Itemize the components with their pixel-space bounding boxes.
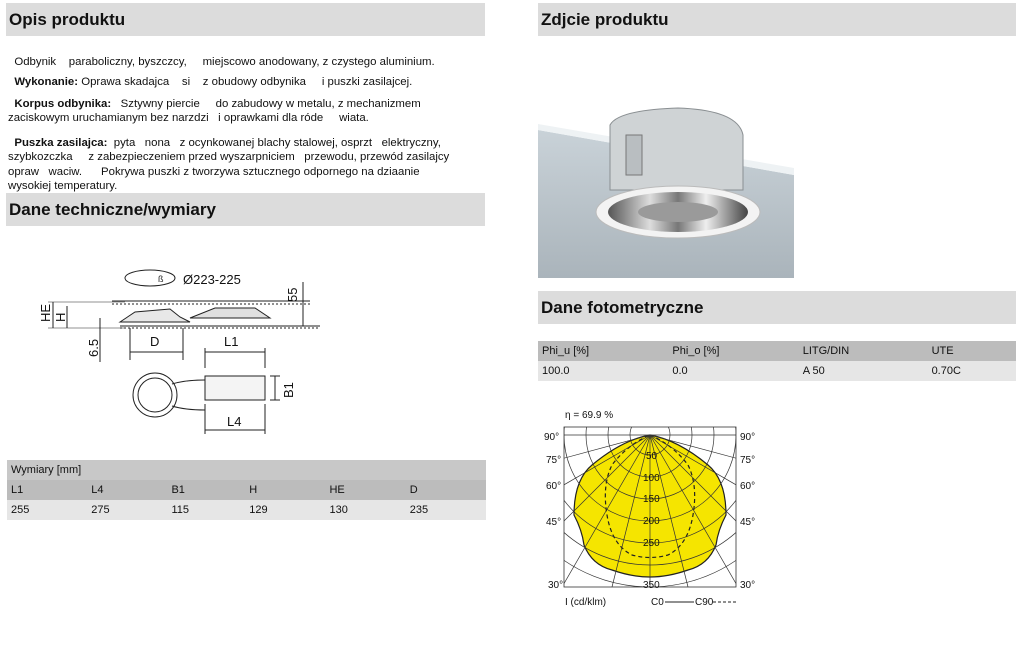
wymiary-header: D xyxy=(406,480,486,500)
section-header-opis xyxy=(6,3,485,36)
eta-label: η = 69.9 % xyxy=(565,410,614,421)
foto-header: UTE xyxy=(928,341,1016,361)
angle-90-right: 90° xyxy=(740,432,756,443)
ring-label: 350 xyxy=(643,580,660,591)
ring-plan-inner xyxy=(138,378,172,412)
foto-value: A 50 xyxy=(799,361,928,381)
dim-diameter: Ø223-225 xyxy=(183,272,241,287)
foto-value: 100.0 xyxy=(538,361,668,381)
dim-d: D xyxy=(150,334,160,349)
technical-drawing xyxy=(20,262,340,442)
foto-table xyxy=(538,341,1016,381)
section-title-dane-tech: Dane techniczne/wymiary xyxy=(9,200,216,219)
legend-c90: C90 xyxy=(695,597,714,608)
foto-header: Phi_o [%] xyxy=(668,341,798,361)
dim-he: HE xyxy=(38,303,53,322)
wymiary-header: H xyxy=(245,480,325,500)
ring-label: 250 xyxy=(643,538,660,549)
section-title-opis: Opis produktu xyxy=(9,10,126,29)
angle-45-right: 45° xyxy=(740,517,756,528)
angle-45-left: 45° xyxy=(546,517,562,528)
section-title-dane-foto: Dane fotometryczne xyxy=(541,298,704,317)
angle-60-left: 60° xyxy=(546,481,562,492)
wymiary-table xyxy=(7,460,486,520)
dim-l4: L4 xyxy=(227,414,242,429)
wymiary-title: Wymiary [mm] xyxy=(7,460,486,480)
wykonanie-text: Oprawa skadajca si z obudowy odbynika i puszki zasilajcej. xyxy=(78,75,413,88)
section-header-dane-foto xyxy=(538,291,1016,324)
foto-header: Phi_u [%] xyxy=(538,341,668,361)
unit-label: I (cd/klm) xyxy=(565,597,607,608)
ring-plan-outer xyxy=(133,373,177,417)
legend-c0: C0 xyxy=(651,597,664,608)
wykonanie-label: Wykonanie: xyxy=(14,75,79,88)
section-title-zdjecie: Zdjcie produktu xyxy=(541,10,669,29)
ring-label: 100 xyxy=(643,473,660,484)
foto-value: 0.70C xyxy=(928,361,1016,381)
korpus-label: Korpus odbynika: xyxy=(14,97,112,110)
wymiary-value: 255 xyxy=(7,500,87,520)
puszka-label: Puszka zasilajca: xyxy=(14,136,108,149)
angle-75-right: 75° xyxy=(740,455,756,466)
ring-label: 50 xyxy=(646,451,658,462)
angle-75-left: 75° xyxy=(546,455,562,466)
wymiary-header: B1 xyxy=(167,480,245,500)
section-header-dane-tech xyxy=(6,193,485,226)
wymiary-header: L4 xyxy=(87,480,167,500)
wymiary-header: L1 xyxy=(7,480,87,500)
dim-h: H xyxy=(53,312,68,322)
ring-label: 150 xyxy=(643,494,660,505)
hole-ellipse xyxy=(125,270,175,286)
angle-90-left: 90° xyxy=(544,432,560,443)
foto-value: 0.0 xyxy=(668,361,798,381)
angle-30-left: 30° xyxy=(548,580,564,591)
wymiary-header: HE xyxy=(325,480,405,500)
foto-header: LITG/DIN xyxy=(799,341,928,361)
opis-puszka xyxy=(8,121,478,194)
product-photo xyxy=(538,40,794,278)
polar-diagram xyxy=(538,405,768,610)
section-header-zdjecie xyxy=(538,3,1016,36)
wymiary-value: 129 xyxy=(245,500,325,520)
wymiary-value: 275 xyxy=(87,500,167,520)
angle-30-right: 30° xyxy=(740,580,756,591)
wymiary-value: 235 xyxy=(406,500,486,520)
wymiary-value: 115 xyxy=(167,500,245,520)
ring-label: 200 xyxy=(643,516,660,527)
wymiary-value: 130 xyxy=(325,500,405,520)
puszka-text: pyta nona z ocynkowanej blachy stalowej, osprzt elektryczny, szybkozczka z zabezpieczeniem przed wyszarpniciem przewodu, przewód zasilajcy opraw waciw. Pokrywa puszki z tworzywa sztucznego odpornego na dziaanie wysokiej temperatury. xyxy=(8,136,450,193)
opis-text-1: Odbynik paraboliczny, byszczcy, miejscowo anodowany, z czystego aluminium. xyxy=(14,55,435,68)
power-box-plan xyxy=(205,376,265,400)
opis-korpus xyxy=(8,82,478,126)
dim-b1: B1 xyxy=(281,382,296,398)
dim-6-5: 6.5 xyxy=(86,338,101,357)
angle-60-right: 60° xyxy=(740,481,756,492)
dim-l1: L1 xyxy=(224,334,239,349)
svg-text:ß: ß xyxy=(158,274,164,284)
dim-55: 55 xyxy=(285,287,300,302)
korpus-text: Sztywny piercie do zabudowy w metalu, z mechanizmem zaciskowym uruchamianym bez narzdzi i oprawkami dla róde wiata. xyxy=(8,97,421,125)
